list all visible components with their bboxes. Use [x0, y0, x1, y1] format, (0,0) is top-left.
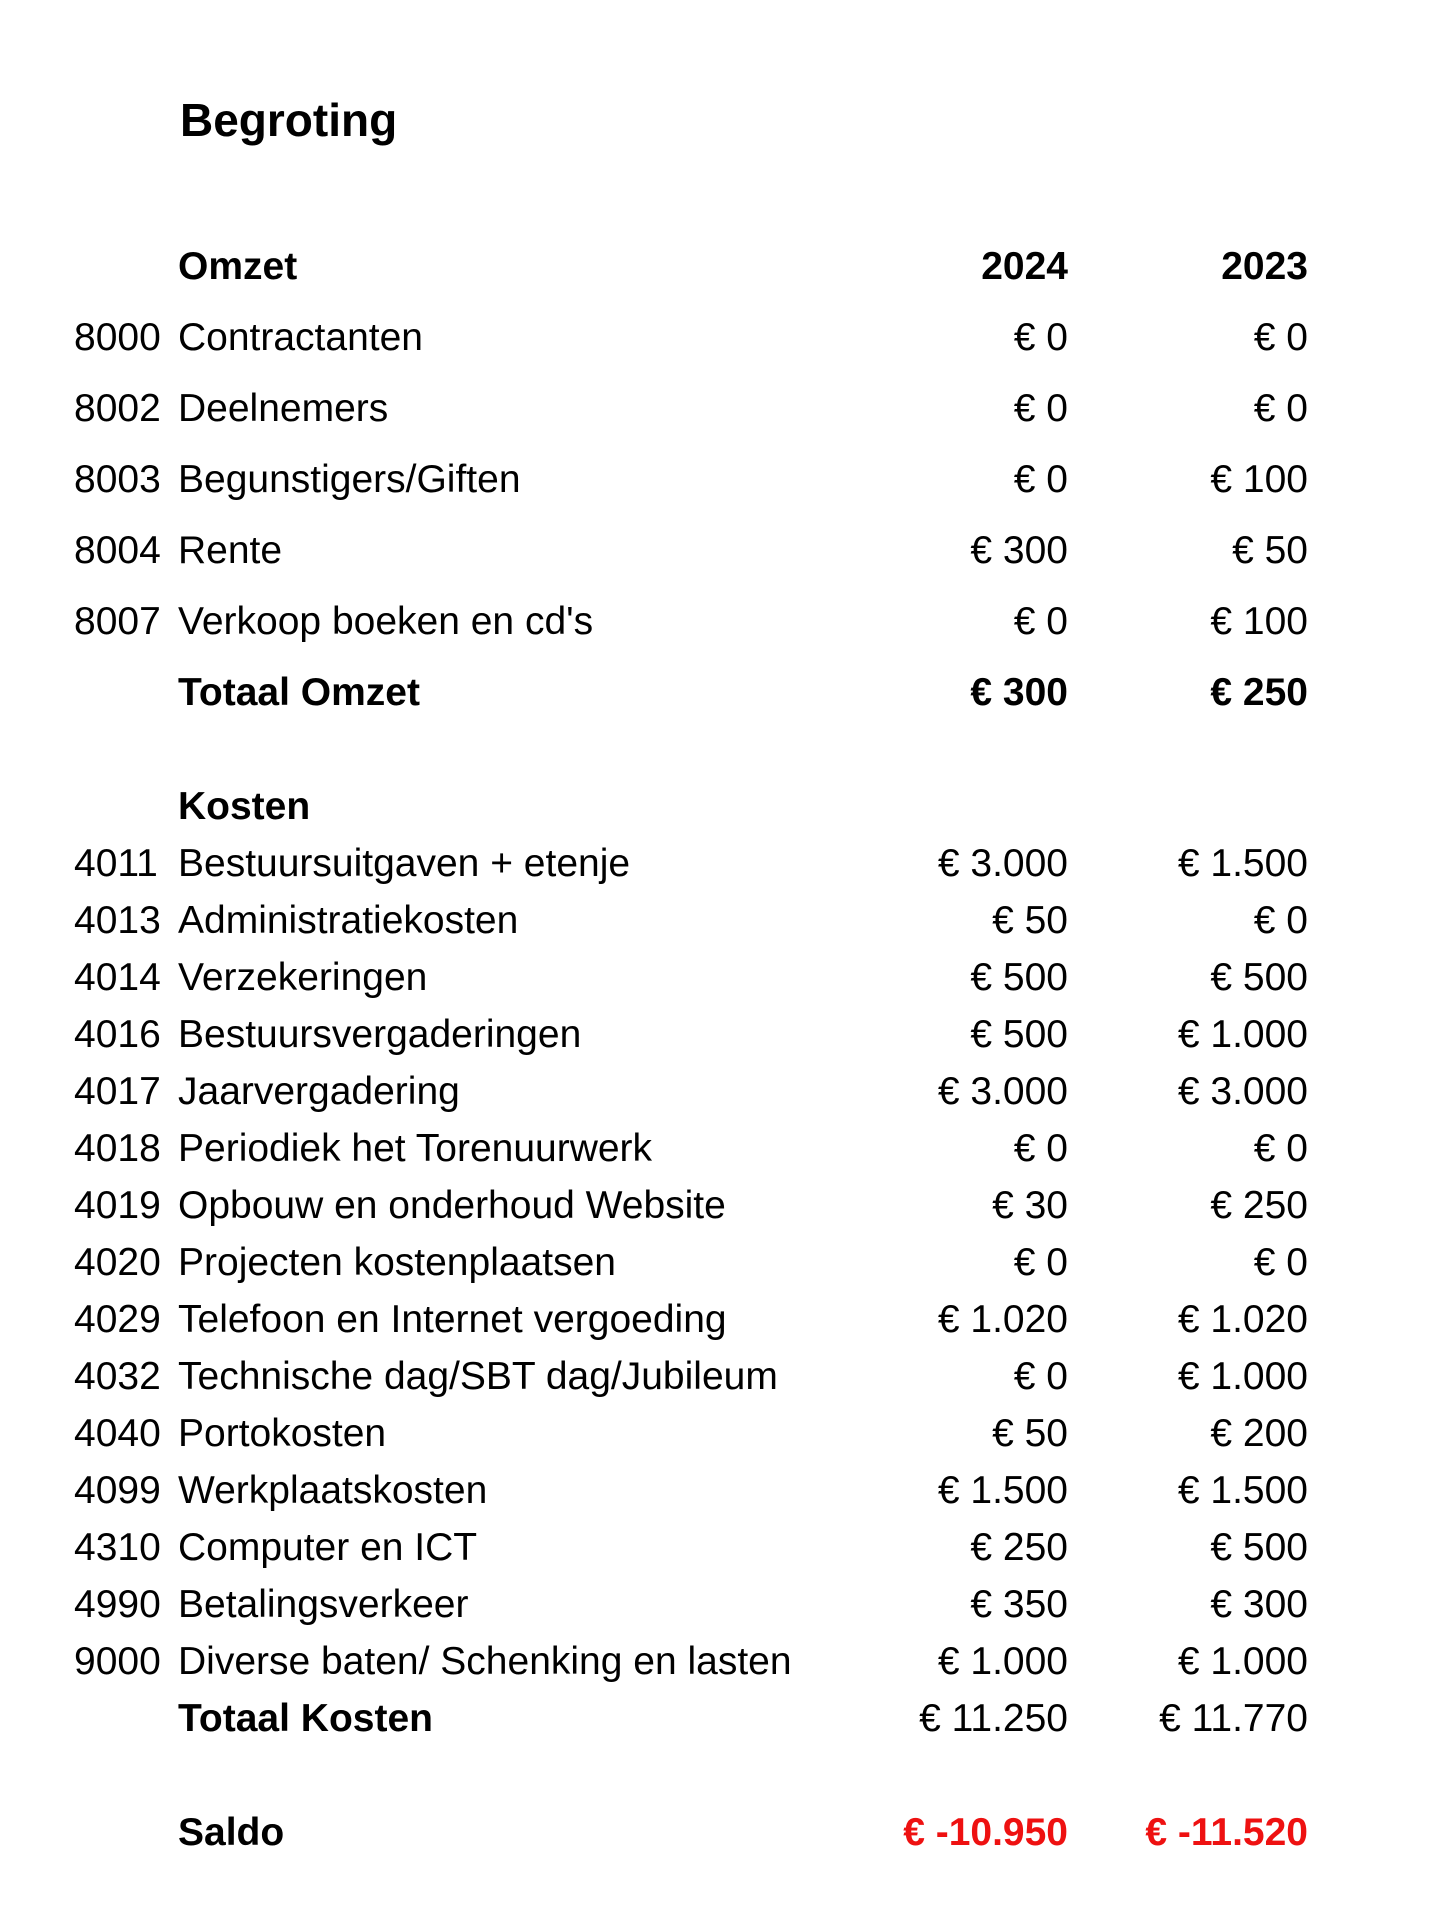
omzet-row	[0, 526, 1440, 576]
kosten-row	[0, 1580, 1440, 1630]
account-label: Verzekeringen	[178, 956, 428, 999]
value-2024: € 500	[970, 956, 1068, 999]
value-2023: € 1.000	[1177, 1013, 1308, 1056]
omzet-row	[0, 455, 1440, 505]
value-2024: € 0	[1013, 600, 1068, 643]
value-2024: € 250	[970, 1526, 1068, 1569]
value-2024: € 1.000	[937, 1640, 1068, 1683]
account-label: Verkoop boeken en cd's	[178, 600, 594, 643]
value-2023: € 500	[1210, 1526, 1308, 1569]
account-label: Opbouw en onderhoud Website	[178, 1184, 726, 1227]
kosten-row	[0, 896, 1440, 946]
value-2024: € 0	[1013, 1355, 1068, 1398]
account-code: 4016	[74, 1013, 161, 1056]
value-2023: € 200	[1210, 1412, 1308, 1455]
account-code: 4099	[74, 1469, 161, 1512]
value-2024: € 0	[1013, 316, 1068, 359]
value-2023: € 1.020	[1177, 1298, 1308, 1341]
account-label: Begunstigers/Giften	[178, 458, 521, 501]
account-code: 4018	[74, 1127, 161, 1170]
omzet-total-2023: € 250	[1210, 671, 1308, 714]
value-2023: € 1.500	[1177, 1469, 1308, 1512]
account-code: 4019	[74, 1184, 161, 1227]
kosten-row	[0, 1238, 1440, 1288]
kosten-row	[0, 1124, 1440, 1174]
saldo-label: Saldo	[178, 1811, 285, 1854]
omzet-row	[0, 313, 1440, 363]
value-2024: € 3.000	[937, 842, 1068, 885]
value-2024: € 50	[992, 899, 1068, 942]
value-2023: € 0	[1253, 899, 1308, 942]
account-label: Betalingsverkeer	[178, 1583, 469, 1626]
kosten-row	[0, 1295, 1440, 1345]
account-label: Portokosten	[178, 1412, 387, 1455]
account-label: Periodiek het Torenuurwerk	[178, 1127, 653, 1170]
account-code: 4990	[74, 1583, 161, 1626]
value-2024: € 30	[992, 1184, 1068, 1227]
value-2023: € 0	[1253, 1241, 1308, 1284]
kosten-row	[0, 953, 1440, 1003]
account-code: 4014	[74, 956, 161, 999]
omzet-total-label: Totaal Omzet	[178, 671, 420, 714]
account-label: Werkplaatskosten	[178, 1469, 488, 1512]
kosten-row	[0, 1523, 1440, 1573]
year-2023-header: 2023	[1221, 245, 1308, 288]
kosten-row	[0, 839, 1440, 889]
omzet-header-row	[0, 242, 1440, 292]
account-code: 4011	[74, 842, 158, 885]
account-code: 4040	[74, 1412, 161, 1455]
account-label: Diverse baten/ Schenking en lasten	[178, 1640, 792, 1683]
value-2023: € 1.500	[1177, 842, 1308, 885]
account-label: Deelnemers	[178, 387, 389, 430]
value-2023: € 1.000	[1177, 1640, 1308, 1683]
value-2024: € 0	[1013, 458, 1068, 501]
omzet-total-row	[0, 668, 1440, 718]
account-code: 4310	[74, 1526, 161, 1569]
saldo-2024: € -10.950	[903, 1811, 1068, 1854]
omzet-row	[0, 384, 1440, 434]
value-2024: € 0	[1013, 1127, 1068, 1170]
value-2023: € 3.000	[1177, 1070, 1308, 1113]
page-title: Begroting	[180, 94, 398, 146]
value-2024: € 350	[970, 1583, 1068, 1626]
kosten-row	[0, 1181, 1440, 1231]
account-code: 8003	[74, 458, 161, 501]
value-2023: € 0	[1253, 387, 1308, 430]
omzet-row	[0, 597, 1440, 647]
kosten-row	[0, 1352, 1440, 1402]
account-label: Administratiekosten	[178, 899, 519, 942]
kosten-row	[0, 1010, 1440, 1060]
value-2024: € 1.020	[937, 1298, 1068, 1341]
account-code: 4017	[74, 1070, 161, 1113]
account-code: 4032	[74, 1355, 161, 1398]
year-2024-header: 2024	[981, 245, 1068, 288]
saldo-2023: € -11.520	[1145, 1811, 1308, 1854]
account-code: 8004	[74, 529, 161, 572]
kosten-row	[0, 1637, 1440, 1687]
value-2024: € 3.000	[937, 1070, 1068, 1113]
kosten-row	[0, 1067, 1440, 1117]
kosten-total-label: Totaal Kosten	[178, 1697, 433, 1740]
account-code: 8000	[74, 316, 161, 359]
account-label: Telefoon en Internet vergoeding	[178, 1298, 727, 1341]
account-label: Bestuursuitgaven + etenje	[178, 842, 631, 885]
account-code: 4013	[74, 899, 161, 942]
account-label: Rente	[178, 529, 283, 572]
value-2024: € 500	[970, 1013, 1068, 1056]
value-2023: € 0	[1253, 316, 1308, 359]
value-2023: € 50	[1232, 529, 1308, 572]
value-2023: € 0	[1253, 1127, 1308, 1170]
kosten-header-row	[0, 782, 1440, 832]
value-2023: € 100	[1210, 458, 1308, 501]
account-label: Jaarvergadering	[178, 1070, 460, 1113]
kosten-total-2024: € 11.250	[919, 1697, 1068, 1740]
value-2024: € 1.500	[937, 1469, 1068, 1512]
value-2023: € 100	[1210, 600, 1308, 643]
account-label: Computer en ICT	[178, 1526, 478, 1569]
kosten-row	[0, 1466, 1440, 1516]
value-2023: € 250	[1210, 1184, 1308, 1227]
value-2024: € 50	[992, 1412, 1068, 1455]
account-label: Projecten kostenplaatsen	[178, 1241, 616, 1284]
account-code: 9000	[74, 1640, 161, 1683]
value-2023: € 500	[1210, 956, 1308, 999]
kosten-heading: Kosten	[178, 785, 311, 828]
saldo-row	[0, 1808, 1440, 1858]
value-2024: € 0	[1013, 1241, 1068, 1284]
value-2024: € 0	[1013, 387, 1068, 430]
kosten-total-2023: € 11.770	[1159, 1697, 1308, 1740]
omzet-total-2024: € 300	[970, 671, 1068, 714]
account-code: 8002	[74, 387, 161, 430]
account-code: 8007	[74, 600, 161, 643]
value-2023: € 300	[1210, 1583, 1308, 1626]
value-2024: € 300	[970, 529, 1068, 572]
value-2023: € 1.000	[1177, 1355, 1308, 1398]
account-label: Technische dag/SBT dag/Jubileum	[178, 1355, 778, 1398]
kosten-row	[0, 1409, 1440, 1459]
kosten-total-row	[0, 1694, 1440, 1744]
omzet-heading: Omzet	[178, 245, 298, 288]
account-label: Bestuursvergaderingen	[178, 1013, 582, 1056]
account-label: Contractanten	[178, 316, 423, 359]
account-code: 4020	[74, 1241, 161, 1284]
account-code: 4029	[74, 1298, 161, 1341]
